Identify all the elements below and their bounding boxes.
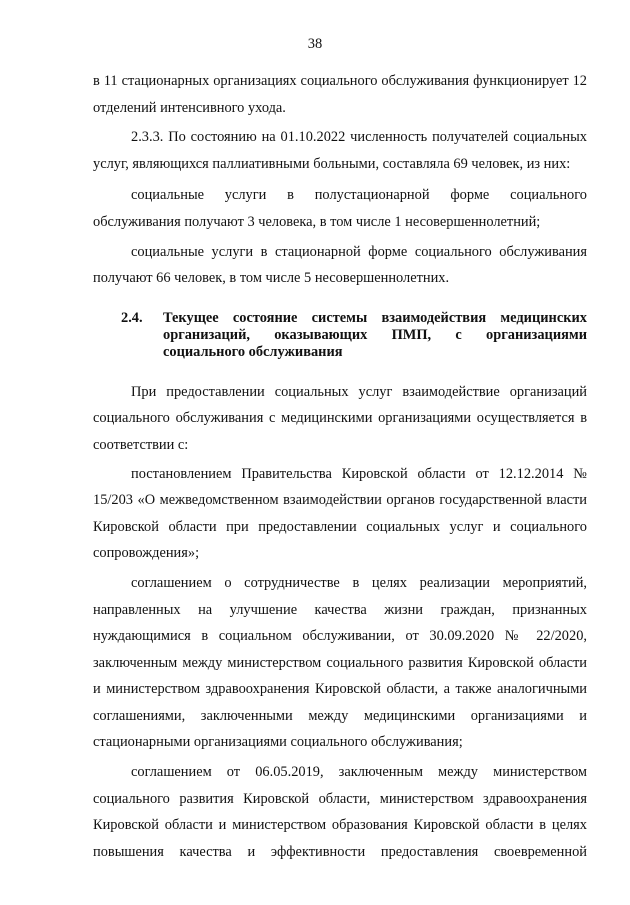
paragraph-semi-stationary: социальные услуги в полустационарной форме социального обслуживания получают 3 человека, в том числе 1 несовершеннолетний; (93, 187, 587, 230)
paragraph-tripartite-agreement: соглашением от 06.05.2019, заключенным между министерством социального развития Кировской области, министерством здравоохранения Кировской области и министерством образования Кировской области в целях повышения качества и эффективности предоставления своевременной (93, 764, 587, 860)
paragraph-government-decree: постановлением Правительства Кировской области от 12.12.2014 № 15/203 «О межведомственном взаимодействии органов государственной власти Кировской области при предоставлении социальных услуг и социального сопровождения»; (93, 465, 587, 562)
section-heading-number: 2.4. (121, 309, 143, 326)
paragraph-interaction-intro: При предоставлении социальных услуг взаимодействие организаций социального обслуживания с медицинскими организациями осуществляется в соответствии с: (93, 383, 587, 453)
paragraph-stationary: социальные услуги в стационарной форме социального обслуживания получают 66 человек, в том числе 5 несовершеннолетних. (93, 243, 587, 287)
section-heading-text: Текущее состояние системы взаимодействия медицинских организаций, оказывающих ПМП, с организациями социального обслуживания (163, 309, 587, 360)
section-heading (93, 310, 587, 361)
paragraph-palliative-count: 2.3.3. По состоянию на 01.10.2022 численность получателей социальных услуг, являющихся паллиативными больными, составляла 69 человек, из них: (93, 129, 587, 172)
page-number: 38 (307, 36, 323, 52)
document-body (93, 68, 587, 865)
paragraph-cooperation-agreement: соглашением о сотрудничестве в целях реализации мероприятий, направленных на улучшение качества жизни граждан, признанных нуждающимися в социальном обслуживании, от 30.09.2020 № 22/2020, заключенным между министерством социального развития Кировской области и министерством здравоохранения Кировской области, а также аналогичными соглашениями, заключенными между медицинскими организациями и стационарными организациями социального обслуживания; (93, 574, 587, 751)
paragraph-intensive-care: в 11 стационарных организациях социального обслуживания функционирует 12 отделений интенсивного ухода. (93, 73, 587, 116)
